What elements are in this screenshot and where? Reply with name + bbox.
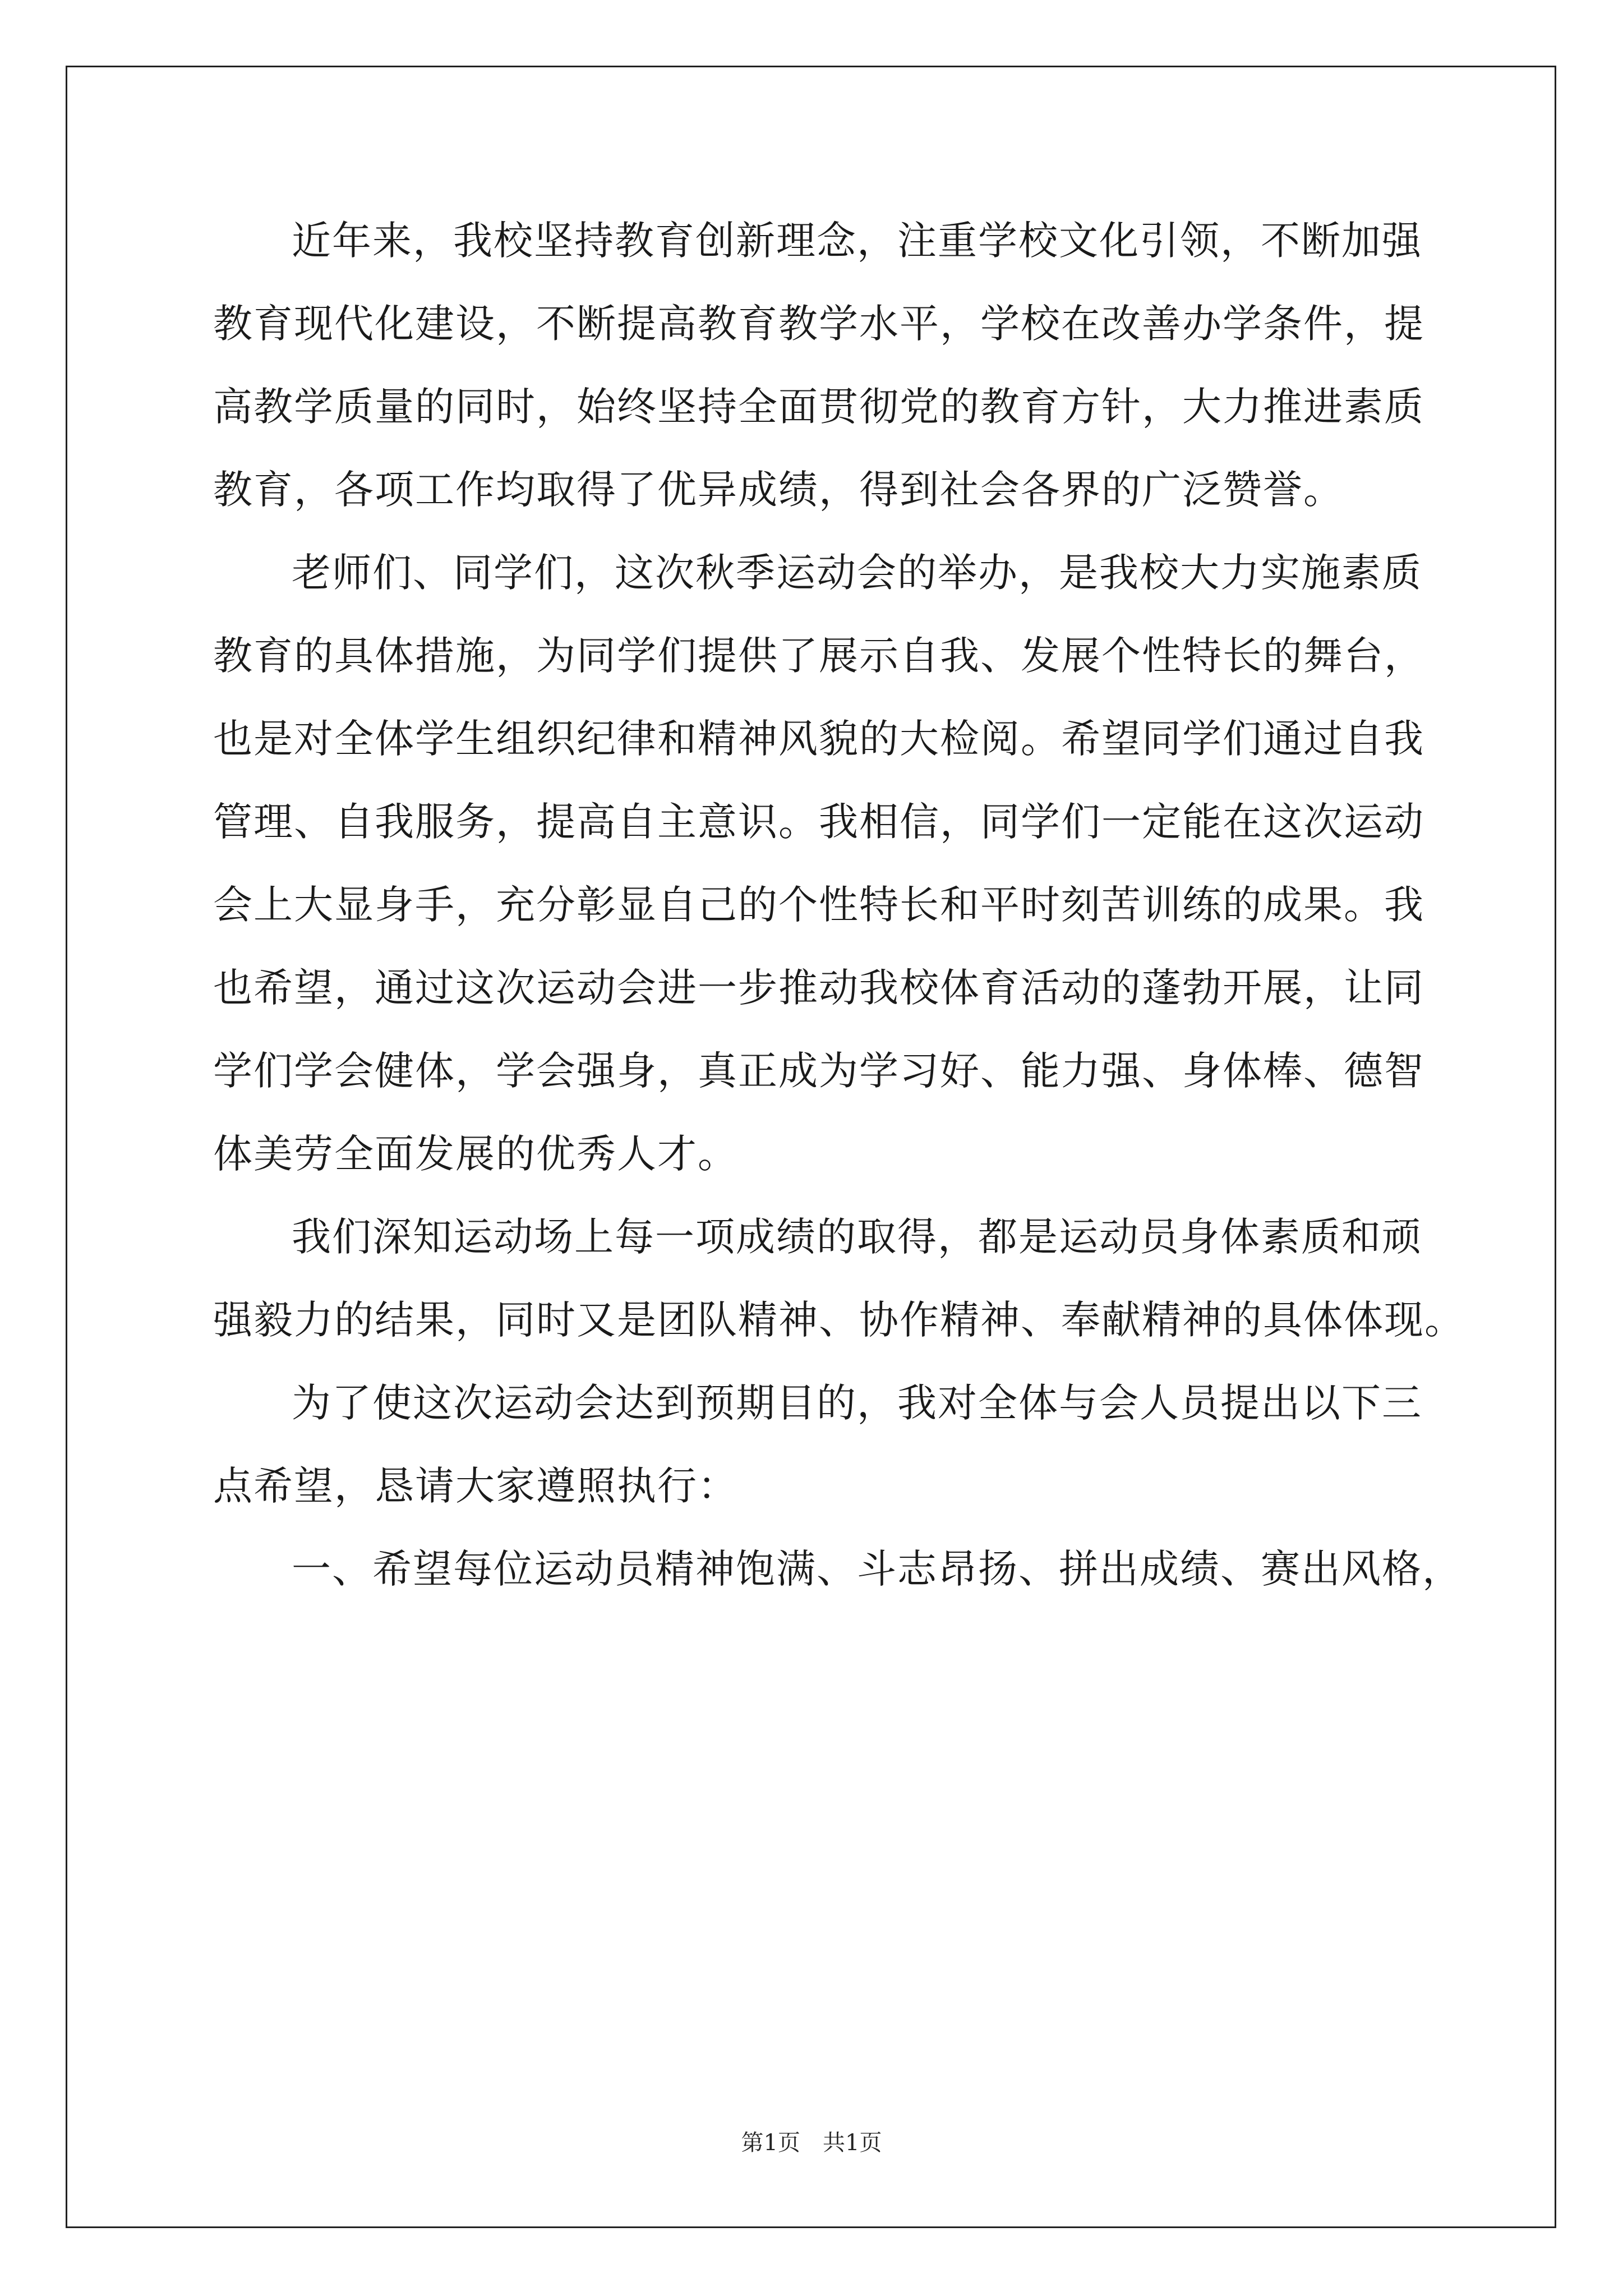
text-line: 近年来，我校坚持教育创新理念，注重学校文化引领，不断加强	[292, 218, 1422, 264]
page-footer: 第1页 共1页	[741, 2130, 882, 2156]
text-line: 老师们、同学们，这次秋季运动会的举办，是我校大力实施素质	[292, 550, 1422, 596]
text-line: 学们学会健体，学会强身，真正成为学习好、能力强、身体棒、德智	[213, 1048, 1424, 1094]
text-line: 也是对全体学生组织纪律和精神风貌的大检阅。希望同学们通过自我	[213, 716, 1424, 762]
text-line: 会上大显身手，充分彰显自己的个性特长和平时刻苦训练的成果。我	[213, 882, 1424, 928]
text-line: 高教学质量的同时，始终坚持全面贯彻党的教育方针，大力推进素质	[213, 384, 1424, 430]
text-line: 点希望，恳请大家遵照执行：	[213, 1463, 738, 1509]
document-body	[213, 218, 1465, 1632]
text-line: 教育，各项工作均取得了优异成绩，得到社会各界的广泛赞誉。	[213, 467, 1344, 513]
text-line: 教育的具体措施，为同学们提供了展示自我、发展个性特长的舞台，	[213, 633, 1424, 679]
text-line: 体美劳全面发展的优秀人才。	[213, 1131, 738, 1177]
text-line: 管理、自我服务，提高自主意识。我相信，同学们一定能在这次运动	[213, 799, 1424, 845]
text-line: 一、希望每位运动员精神饱满、斗志昂扬、拼出成绩、赛出风格，	[292, 1546, 1463, 1592]
text-line: 我们深知运动场上每一项成绩的取得，都是运动员身体素质和顽	[292, 1214, 1422, 1260]
text-line: 强毅力的结果，同时又是团队精神、协作精神、奉献精神的具体体现。	[213, 1297, 1465, 1343]
text-line: 也希望，通过这次运动会进一步推动我校体育活动的蓬勃开展，让同	[213, 965, 1424, 1011]
text-line: 教育现代化建设，不断提高教育教学水平，学校在改善办学条件，提	[213, 301, 1424, 347]
text-line: 为了使这次运动会达到预期目的，我对全体与会人员提出以下三	[292, 1380, 1422, 1426]
